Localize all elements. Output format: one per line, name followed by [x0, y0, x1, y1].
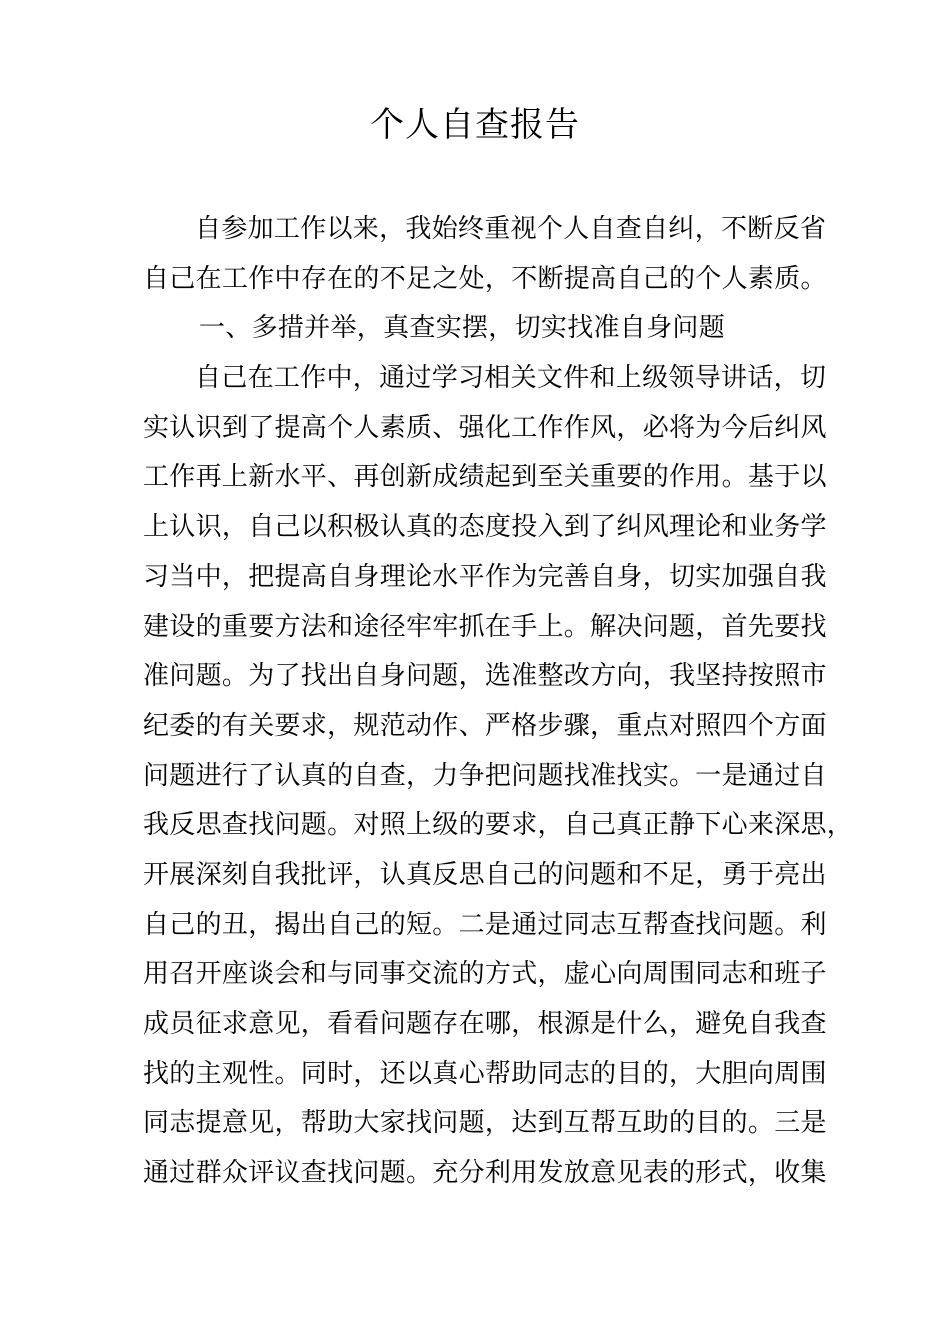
paragraph-2-line-6: 建设的重要方法和途径牢牢抓在手上。解决问题，首先要找	[143, 611, 827, 642]
paragraph-2-line-1: 自己在工作中，通过学习相关文件和上级领导讲话，切	[195, 363, 827, 394]
paragraph-2-line-4: 上认识，自己以积极认真的态度投入到了纠风理论和业务学	[143, 512, 827, 543]
paragraph-2-line-16: 同志提意见，帮助大家找问题，达到互帮互助的目的。三是	[143, 1108, 827, 1139]
paragraph-1-line-2: 自己在工作中存在的不足之处，不断提高自己的个人素质。	[143, 263, 827, 294]
paragraph-1-line-1: 自参加工作以来，我始终重视个人自查自纠，不断反省	[195, 214, 827, 244]
paragraph-2-line-3: 工作再上新水平、再创新成绩起到至关重要的作用。基于以	[143, 462, 827, 493]
paragraph-2-line-9: 问题进行了认真的自查，力争把问题找准找实。一是通过自	[143, 760, 827, 791]
paragraph-2-line-17: 通过群众评议查找问题。充分利用发放意见表的形式，收集	[143, 1158, 827, 1189]
section-heading-1: 一、多措并举，真查实摆，切实找准自身问题	[199, 313, 726, 344]
paragraph-2-line-2: 实认识到了提高个人素质、强化工作作风，必将为今后纠风	[143, 412, 827, 443]
paragraph-2-line-15: 找的主观性。同时，还以真心帮助同志的目的，大胆向周围	[143, 1058, 827, 1089]
paragraph-2-line-10: 我反思查找问题。对照上级的要求，自己真正静下心来深思，	[143, 810, 854, 841]
document-title: 个人自查报告	[370, 105, 580, 145]
paragraph-2-line-7: 准问题。为了找出自身问题，选准整改方向，我坚持按照市	[143, 661, 827, 692]
paragraph-2-line-12: 自己的丑，揭出自己的短。二是通过同志互帮查找问题。利	[143, 909, 827, 940]
document-body	[143, 205, 854, 1199]
paragraph-2-line-11: 开展深刻自我批评，认真反思自己的问题和不足，勇于亮出	[143, 859, 827, 890]
paragraph-2-line-14: 成员征求意见，看看问题存在哪，根源是什么，避免自我查	[143, 1009, 827, 1039]
paragraph-2-line-13: 用召开座谈会和与同事交流的方式，虚心向周围同志和班子	[143, 959, 827, 990]
paragraph-2-line-8: 纪委的有关要求，规范动作、严格步骤，重点对照四个方面	[143, 710, 827, 741]
paragraph-2-line-5: 习当中，把提高自身理论水平作为完善自身，切实加强自我	[143, 561, 827, 592]
